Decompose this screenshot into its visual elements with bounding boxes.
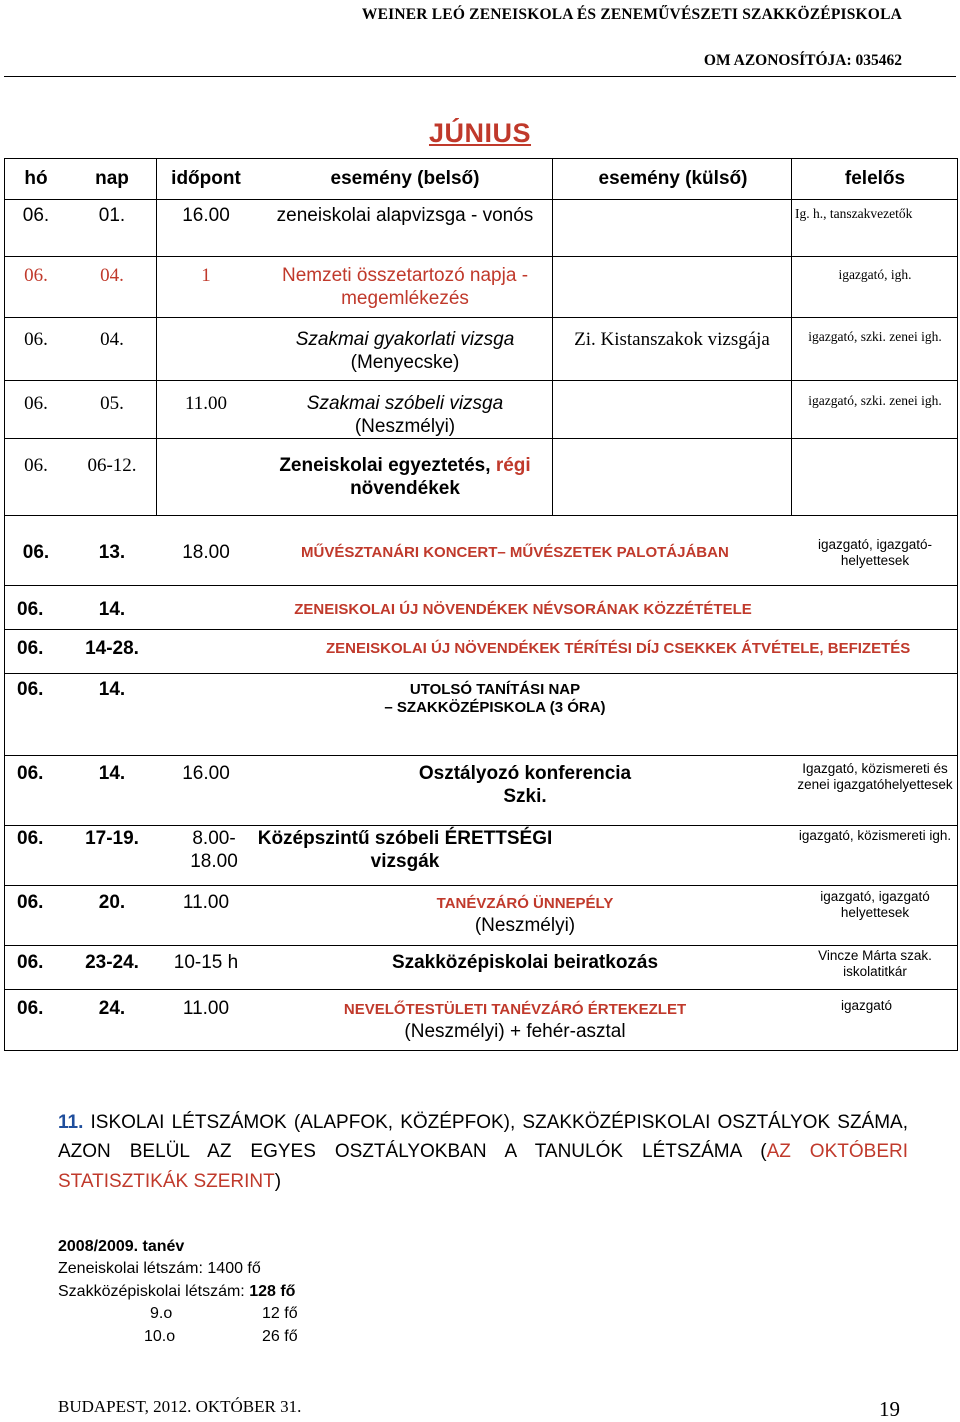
cell-belso-sub: növendékek	[350, 477, 460, 499]
cell-nap: 13.	[98, 542, 126, 563]
cell-idopont: 16.00	[182, 763, 230, 784]
cell-belso: Nemzeti összetartozó napja - megemlékezés	[281, 265, 529, 309]
cell-nap: 04.	[100, 265, 124, 286]
cell-felelos: Ig. h., tanszakvezetők	[795, 206, 913, 221]
class-row	[58, 1303, 298, 1325]
cell-event-main: NEVELŐTESTÜLETI TANÉVZÁRÓ ÉRTEKEZLET	[343, 1001, 687, 1018]
cell-belso-red: régi	[495, 455, 531, 476]
col-header-ho: hó	[24, 168, 48, 189]
cell-event-main: TANÉVZÁRÓ ÜNNEPÉLY	[436, 895, 614, 912]
cell-idopont: 11.00	[182, 892, 230, 913]
cell-nap: 04.	[100, 329, 124, 350]
cell-idopont: 16.00	[182, 205, 230, 226]
cell-idopont: 11.00	[182, 998, 230, 1019]
header-divider	[4, 76, 956, 77]
cell-event	[335, 763, 715, 809]
cell-ho: 06.	[17, 998, 44, 1019]
section-11-heading	[58, 1108, 908, 1196]
cell-felelos: igazgató, szki. zenei igh.	[808, 329, 942, 344]
cell-ho: 06.	[17, 828, 44, 849]
cell-felelos: Igazgató, közismereti és zenei igazgatóhelyettesek	[797, 761, 953, 793]
cell-belso: zeneiskolai alapvizsga - vonós	[276, 205, 534, 226]
cell-event	[315, 998, 715, 1044]
cell-felelos: igazgató, igazgató helyettesek	[820, 889, 930, 921]
schedule-table	[4, 158, 958, 1051]
col-header-kulso: esemény (külső)	[598, 168, 748, 189]
cell-idopont: 18.00	[182, 542, 230, 563]
cell-nap: 14.	[98, 763, 126, 784]
col-header-felelos: felelős	[844, 168, 906, 189]
class-row	[58, 1326, 298, 1348]
cell-ho: 06.	[17, 599, 44, 620]
cell-nap: 23-24.	[85, 952, 139, 973]
cell-belso-main: Szakmai gyakorlati vizsga	[295, 329, 515, 350]
cell-event: Középszintű szóbeli ÉRETTSÉGI vizsgák	[257, 828, 553, 872]
class-name: 9.o	[150, 1305, 173, 1323]
class-name: 10.o	[144, 1327, 176, 1345]
cell-nap: 14.	[98, 679, 126, 700]
cell-nap: 24.	[98, 998, 126, 1019]
cell-idopont: 8.00-18.00	[190, 828, 238, 872]
footer-place-date: BUDAPEST, 2012. OKTÓBER 31.	[58, 1397, 302, 1416]
cell-felelos: igazgató	[841, 998, 893, 1013]
section-subtitle: AZ OKTÓBERI STATISZTIKÁK SZERINT	[58, 1141, 908, 1192]
school-year: 2008/2009. tanév	[58, 1238, 185, 1255]
cell-felelos: igazgató, igh.	[838, 267, 912, 282]
cell-ho: 06.	[17, 679, 44, 700]
secondary-value: 128 fő	[249, 1282, 296, 1300]
month-heading: JÚNIUS	[428, 118, 532, 148]
school-name: WEINER LEÓ ZENEISKOLA ÉS ZENEMŰVÉSZETI SZAKKÖZÉPISKOLA	[361, 6, 902, 23]
cell-belso-sub: (Menyecske)	[350, 351, 460, 373]
cell-belso	[255, 393, 555, 439]
cell-event-main: UTOLSÓ TANÍTÁSI NAP	[409, 681, 581, 698]
enrollment-stats	[58, 1236, 298, 1348]
cell-event	[255, 681, 735, 717]
cell-belso	[255, 329, 555, 375]
class-count: 26 fő	[262, 1327, 298, 1345]
cell-nap: 06-12.	[87, 455, 137, 476]
secondary-label: Szakközépiskolai létszám:	[58, 1282, 245, 1300]
cell-ho: 06.	[17, 763, 44, 784]
cell-nap: 01.	[98, 205, 126, 226]
cell-nap: 14.	[98, 599, 126, 620]
cell-nap: 05.	[100, 393, 124, 414]
class-count: 12 fő	[262, 1305, 298, 1323]
cell-ho: 06.	[22, 205, 50, 226]
secondary-school-count	[58, 1281, 298, 1303]
cell-ho: 06.	[17, 892, 44, 913]
cell-event-sub: – SZAKKÖZÉPISKOLA (3 ÓRA)	[384, 699, 606, 716]
cell-event-sub: (Neszmélyi) + fehér-asztal	[404, 1020, 626, 1042]
cell-nap: 14-28.	[85, 638, 139, 659]
col-header-nap: nap	[95, 168, 129, 189]
cell-event	[385, 892, 665, 938]
cell-felelos: Vincze Márta szak. iskolatitkár	[818, 948, 932, 980]
cell-event: ZENEISKOLAI ÚJ NÖVENDÉKEK TÉRÍTÉSI DÍJ CSEKKEK ÁTVÉTELE, BEFIZETÉS	[326, 640, 911, 657]
cell-nap: 20.	[98, 892, 126, 913]
om-identifier: OM AZONOSÍTÓJA: 035462	[703, 52, 902, 69]
cell-event-main: Osztályozó konferencia	[418, 763, 632, 784]
cell-nap: 17-19.	[85, 828, 139, 849]
section-close: )	[274, 1170, 282, 1192]
cell-belso-main: Zeneiskolai egyeztetés,	[279, 455, 491, 476]
cell-event: Szakközépiskolai beiratkozás	[391, 952, 659, 973]
cell-ho: 06.	[22, 542, 50, 563]
cell-idopont: 11.00	[184, 393, 228, 414]
cell-idopont: 1	[201, 265, 211, 286]
col-header-belso: esemény (belső)	[330, 168, 480, 189]
cell-belso-main: Szakmai szóbeli vizsga	[306, 393, 504, 414]
col-header-idopont: időpont	[171, 168, 241, 189]
cell-event-sub: (Neszmélyi)	[474, 914, 576, 936]
cell-ho: 06.	[17, 638, 44, 659]
cell-event: MŰVÉSZTANÁRI KONCERT– MŰVÉSZETEK PALOTÁJÁBAN	[301, 544, 729, 561]
cell-ho: 06.	[24, 329, 48, 350]
cell-felelos: igazgató, igazgató-helyettesek	[817, 537, 933, 569]
cell-idopont: 10-15 h	[173, 952, 239, 973]
page-number: 19	[879, 1397, 900, 1421]
cell-ho: 06.	[24, 265, 48, 286]
music-school-count: Zeneiskolai létszám: 1400 fő	[58, 1260, 261, 1278]
cell-belso-sub: (Neszmélyi)	[354, 415, 456, 437]
cell-felelos: igazgató, közismereti igh.	[798, 828, 952, 843]
cell-kulso: Zi. Kistanszakok vizsgája	[574, 329, 770, 350]
section-title: ISKOLAI LÉTSZÁMOK (ALAPFOK, KÖZÉPFOK), SZAKKÖZÉPISKOLAI OSZTÁLYOK SZÁMA, AZON BELÜL AZ EGYES OSZTÁLYOKBAN A TANULÓK LÉTSZÁMA (	[58, 1112, 908, 1163]
cell-ho: 06.	[24, 455, 48, 476]
cell-ho: 06.	[17, 952, 44, 973]
section-number: 11.	[58, 1112, 84, 1133]
cell-ho: 06.	[24, 393, 48, 414]
cell-event-sub: Szki.	[503, 785, 547, 807]
cell-belso	[255, 455, 555, 501]
cell-event: ZENEISKOLAI ÚJ NÖVENDÉKEK NÉVSORÁNAK KÖZZÉTÉTELE	[294, 601, 752, 618]
cell-felelos: igazgató, szki. zenei igh.	[808, 393, 942, 408]
